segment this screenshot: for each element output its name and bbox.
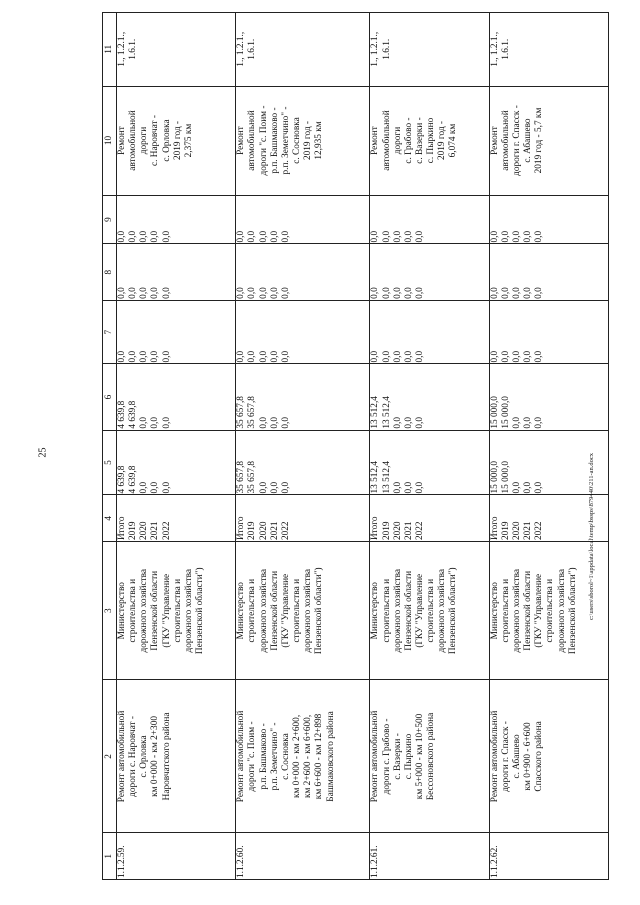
row-number: 1.1.2.61.	[370, 845, 381, 878]
result-line: с. Сосновка	[292, 117, 303, 164]
year-label: 2022	[534, 521, 545, 541]
funding-total-value: 0,0	[534, 481, 545, 494]
funding-total-value: 15 000,0	[489, 460, 500, 494]
table-cell-c5	[370, 430, 489, 495]
funding-local-value: 0,0	[236, 287, 247, 299]
table-row	[117, 13, 236, 880]
funding-total-value: 0,0	[523, 481, 534, 494]
funding-regional-value: 0,0	[403, 416, 414, 429]
funding-regional-value: 0,0	[414, 416, 425, 429]
table-cell-exec	[117, 542, 236, 680]
table-cell-name	[236, 680, 370, 833]
year-label: 2021	[403, 521, 414, 541]
table-cell-ref	[489, 13, 608, 87]
indicator-ref-line: 1.6.1.	[500, 38, 511, 60]
object-name-line: Спасского района	[534, 721, 545, 792]
object-name-line: Башмаковского района	[325, 711, 336, 802]
table-cell-c7	[117, 300, 236, 364]
funding-total-value: 0,0	[280, 481, 291, 494]
funding-local-value: 0,0	[381, 287, 392, 299]
table-cell-name	[370, 680, 489, 833]
funding-federal-value: 0,0	[150, 350, 161, 363]
funding-regional-value: 13 512,4	[370, 396, 381, 429]
year-label: 2022	[280, 521, 291, 541]
funding-regional-value: 35 657,8	[236, 396, 247, 429]
funding-total-value: 0,0	[150, 481, 161, 494]
year-label: 2022	[161, 521, 172, 541]
result-line: автомобильной	[128, 110, 139, 171]
result-line: с. Наровчат -	[150, 115, 161, 167]
object-name-line: км 0+000 - км 2+300	[150, 716, 161, 797]
table-cell-name	[117, 680, 236, 833]
object-name-line: км 0+900 - 6+600	[523, 722, 534, 791]
row-number: 1.1.2.59.	[117, 845, 127, 878]
table-cell-num	[117, 833, 236, 880]
table-cell-c9	[117, 195, 236, 244]
year-label: 2019	[247, 521, 258, 541]
funding-total-value: 0,0	[414, 481, 425, 494]
funding-federal-value: 0,0	[117, 350, 127, 363]
table-cell-num	[370, 833, 489, 880]
executor-line: (ГКУ "Управление	[161, 573, 172, 648]
executor-line: Министерство	[236, 582, 247, 640]
result-line: 2019 год -	[303, 121, 314, 161]
table-cell-c7	[236, 300, 370, 364]
funding-local-value: 0,0	[511, 287, 522, 299]
funding-regional-value: 13 512,4	[381, 396, 392, 429]
funding-regional-value: 0,0	[139, 416, 150, 429]
executor-line: дорожного хозяйства	[258, 568, 269, 653]
object-name-line: км 6+600 - км 12+898	[314, 713, 325, 800]
funding-federal-value: 0,0	[269, 350, 280, 363]
year-label: 2019	[381, 521, 392, 541]
object-name-line: Ремонт автомобильной	[117, 710, 127, 803]
table-cell-c5	[117, 430, 236, 495]
column-header: 3	[103, 542, 117, 680]
table-cell-years	[236, 495, 370, 542]
funding-other-value: 0,0	[258, 230, 269, 243]
funding-local-value: 0,0	[414, 287, 425, 299]
funding-other-value: 0,0	[269, 230, 280, 243]
result-line: дороги "с. Поим -	[258, 105, 269, 176]
column-header: 4	[103, 495, 117, 542]
funding-total-value: 35 657,8	[247, 460, 258, 494]
result-line: дороги	[392, 126, 403, 155]
executor-line: (ГКУ "Управление	[414, 573, 425, 648]
funding-regional-value: 35 657,8	[247, 396, 258, 429]
table-cell-c6	[236, 364, 370, 430]
column-header: 10	[103, 86, 117, 195]
object-name-line: с. Пыркино	[403, 733, 414, 780]
object-name-line: с. Вазерки -	[392, 733, 403, 780]
funding-federal-value: 0,0	[489, 350, 500, 363]
result-line: с. Абашево	[523, 118, 534, 163]
funding-federal-value: 0,0	[381, 350, 392, 363]
year-label: 2019	[500, 521, 511, 541]
funding-federal-value: 0,0	[139, 350, 150, 363]
funding-regional-value: 4 639,8	[117, 400, 127, 429]
funding-other-value: 0,0	[161, 230, 172, 243]
funding-local-value: 0,0	[247, 287, 258, 299]
table-cell-ref	[117, 13, 236, 87]
funding-regional-value: 4 639,8	[128, 400, 139, 429]
table-cell-result	[489, 86, 608, 195]
funding-federal-value: 0,0	[511, 350, 522, 363]
year-label: Итого	[236, 516, 247, 541]
funding-total-value: 4 639,8	[117, 465, 127, 494]
year-label: 2022	[414, 521, 425, 541]
funding-federal-value: 0,0	[128, 350, 139, 363]
indicator-ref-line: 1.6.1.	[128, 38, 139, 60]
executor-line: (ГКУ "Управление	[280, 573, 291, 648]
executor-line: Пензенской области")	[448, 567, 459, 655]
funding-federal-value: 0,0	[258, 350, 269, 363]
program-table	[102, 12, 609, 880]
funding-federal-value: 0,0	[161, 350, 172, 363]
table-body	[117, 13, 609, 880]
funding-total-value: 0,0	[139, 481, 150, 494]
funding-other-value: 0,0	[381, 230, 392, 243]
result-line: 2019 год -	[172, 121, 183, 161]
result-line: 6,074 км	[448, 123, 459, 158]
funding-other-value: 0,0	[511, 230, 522, 243]
column-header: 8	[103, 244, 117, 300]
result-line: Ремонт	[236, 126, 247, 155]
funding-federal-value: 0,0	[523, 350, 534, 363]
result-line: автомобильной	[381, 110, 392, 171]
executor-line: дорожного хозяйства	[392, 568, 403, 653]
funding-regional-value: 15 000,0	[500, 396, 511, 429]
funding-federal-value: 0,0	[403, 350, 414, 363]
funding-local-value: 0,0	[139, 287, 150, 299]
result-line: Ремонт	[117, 126, 127, 155]
funding-federal-value: 0,0	[370, 350, 381, 363]
funding-federal-value: 0,0	[414, 350, 425, 363]
indicator-ref-line: 1.6.1.	[247, 38, 258, 60]
executor-line: дорожного хозяйства	[556, 568, 567, 653]
funding-local-value: 0,0	[500, 287, 511, 299]
funding-local-value: 0,0	[534, 287, 545, 299]
funding-other-value: 0,0	[489, 230, 500, 243]
indicator-ref-line: 1.6.1.	[381, 38, 392, 60]
table-cell-c8	[370, 244, 489, 300]
funding-other-value: 0,0	[500, 230, 511, 243]
executor-line: строительства и	[545, 578, 556, 643]
year-label: Итого	[489, 516, 500, 541]
funding-total-value: 35 657,8	[236, 460, 247, 494]
object-name-line: дороги с. Грабово -	[381, 718, 392, 795]
object-name-line: Ремонт автомобильной	[370, 710, 381, 803]
funding-other-value: 0,0	[523, 230, 534, 243]
executor-line: Пензенской области	[403, 570, 414, 651]
year-label: 2021	[269, 521, 280, 541]
year-label: 2020	[139, 521, 150, 541]
row-number: 1.1.2.60.	[236, 845, 247, 878]
rotated-table-container	[102, 12, 609, 880]
funding-other-value: 0,0	[414, 230, 425, 243]
object-name-line: Ремонт автомобильной	[236, 710, 247, 803]
year-label: 2021	[150, 521, 161, 541]
table-cell-c7	[370, 300, 489, 364]
funding-regional-value: 0,0	[150, 416, 161, 429]
funding-total-value: 0,0	[161, 481, 172, 494]
object-name-line: Наровчатского района	[161, 712, 172, 801]
funding-other-value: 0,0	[534, 230, 545, 243]
column-header: 5	[103, 430, 117, 495]
table-cell-num	[236, 833, 370, 880]
executor-line: Министерство	[489, 582, 500, 640]
table-cell-c6	[370, 364, 489, 430]
result-line: р.п. Земетчино" -	[280, 106, 291, 175]
table-cell-c8	[117, 244, 236, 300]
year-label: 2019	[128, 521, 139, 541]
funding-local-value: 0,0	[258, 287, 269, 299]
object-name-line: км 2+600 - км 6+600,	[303, 714, 314, 799]
result-line: с. Пыркино	[426, 117, 437, 164]
executor-line: Пензенской области	[269, 570, 280, 651]
executor-line: строительства и	[292, 578, 303, 643]
object-name-line: р.п. Земетчино" -	[269, 722, 280, 791]
funding-total-value: 0,0	[511, 481, 522, 494]
funding-local-value: 0,0	[150, 287, 161, 299]
object-name-line: дороги "с. Поим -	[247, 721, 258, 792]
funding-regional-value: 0,0	[280, 416, 291, 429]
executor-line: дорожного хозяйства	[437, 568, 448, 653]
funding-regional-value: 0,0	[269, 416, 280, 429]
executor-line: дорожного хозяйства	[183, 568, 194, 653]
object-name-line: с. Орловка	[139, 735, 150, 778]
funding-other-value: 0,0	[403, 230, 414, 243]
object-name-line: с. Сосновка	[280, 733, 291, 780]
result-line: 2019 год - 5,7 км	[534, 107, 545, 174]
funding-federal-value: 0,0	[534, 350, 545, 363]
year-label: Итого	[370, 516, 381, 541]
funding-other-value: 0,0	[280, 230, 291, 243]
funding-local-value: 0,0	[392, 287, 403, 299]
funding-total-value: 4 639,8	[128, 465, 139, 494]
funding-total-value: 0,0	[403, 481, 414, 494]
funding-federal-value: 0,0	[236, 350, 247, 363]
result-line: Ремонт	[489, 126, 500, 155]
object-name-line: р.п. Башмаково -	[258, 723, 269, 790]
funding-local-value: 0,0	[117, 287, 127, 299]
table-cell-exec	[370, 542, 489, 680]
funding-total-value: 13 512,4	[381, 460, 392, 494]
table-cell-ref	[236, 13, 370, 87]
executor-line: Министерство	[370, 582, 381, 640]
result-line: дороги	[139, 126, 150, 155]
table-cell-result	[236, 86, 370, 195]
result-line: 12,935 км	[314, 121, 325, 160]
table-cell-name	[489, 680, 608, 833]
indicator-ref-line: 1., 1.2.1.,	[489, 31, 500, 67]
table-cell-c8	[236, 244, 370, 300]
table-cell-years	[117, 495, 236, 542]
executor-line: дорожного хозяйства	[511, 568, 522, 653]
result-line: с. Грабово -	[403, 117, 414, 164]
funding-local-value: 0,0	[523, 287, 534, 299]
executor-line: строительства и	[426, 578, 437, 643]
funding-other-value: 0,0	[139, 230, 150, 243]
column-header: 6	[103, 364, 117, 430]
result-line: 2,375 км	[183, 123, 194, 158]
funding-total-value: 13 512,4	[370, 460, 381, 494]
object-name-line: км 0+000 - км 2+600,	[292, 714, 303, 799]
table-row	[370, 13, 489, 880]
result-line: автомобильной	[500, 110, 511, 171]
executor-line: (ГКУ "Управление	[534, 573, 545, 648]
table-cell-years	[370, 495, 489, 542]
funding-regional-value: 0,0	[392, 416, 403, 429]
executor-line: строительства и	[381, 578, 392, 643]
table-cell-ref	[370, 13, 489, 87]
object-name-line: с. Абашево	[511, 734, 522, 779]
result-line: автомобильной	[247, 110, 258, 171]
indicator-ref-line: 1., 1.2.1.,	[117, 31, 127, 67]
executor-line: Пензенской области")	[195, 567, 206, 655]
executor-line: Пензенской области")	[314, 567, 325, 655]
funding-other-value: 0,0	[247, 230, 258, 243]
executor-line: дорожного хозяйства	[139, 568, 150, 653]
table-cell-result	[117, 86, 236, 195]
result-line: р.п. Башмаково -	[269, 107, 280, 174]
column-header: 7	[103, 300, 117, 364]
funding-regional-value: 0,0	[523, 416, 534, 429]
column-number-row	[103, 13, 117, 880]
executor-line: строительства и	[128, 578, 139, 643]
funding-total-value: 0,0	[258, 481, 269, 494]
funding-other-value: 0,0	[117, 230, 127, 243]
object-name-line: Ремонт автомобильной	[489, 710, 500, 803]
table-row	[236, 13, 370, 880]
executor-line: Пензенской области")	[567, 567, 578, 655]
funding-local-value: 0,0	[489, 287, 500, 299]
executor-line: строительства и	[172, 578, 183, 643]
funding-other-value: 0,0	[370, 230, 381, 243]
executor-line: строительства и	[500, 578, 511, 643]
executor-line: дорожного хозяйства	[303, 568, 314, 653]
executor-line: Министерство	[117, 582, 127, 640]
year-label: 2021	[523, 521, 534, 541]
funding-local-value: 0,0	[370, 287, 381, 299]
table-cell-result	[370, 86, 489, 195]
funding-local-value: 0,0	[403, 287, 414, 299]
table-cell-c9	[489, 195, 608, 244]
funding-other-value: 0,0	[392, 230, 403, 243]
funding-total-value: 0,0	[392, 481, 403, 494]
funding-total-value: 15 000,0	[500, 460, 511, 494]
funding-regional-value: 0,0	[258, 416, 269, 429]
table-cell-c5	[236, 430, 370, 495]
funding-local-value: 0,0	[128, 287, 139, 299]
result-line: дороги г. Спасск -	[511, 105, 522, 176]
result-line: с. Вазерки -	[414, 117, 425, 164]
page-number: 25	[37, 447, 49, 458]
column-header: 11	[103, 13, 117, 87]
table-cell-num	[489, 833, 608, 880]
funding-total-value: 0,0	[269, 481, 280, 494]
funding-regional-value: 0,0	[511, 416, 522, 429]
funding-other-value: 0,0	[128, 230, 139, 243]
footer-file-path: c:\users\sborol~1\appdata\local\temp\bssps\879440\211-an.docx	[588, 452, 595, 620]
result-line: с. Орловка	[161, 119, 172, 162]
funding-federal-value: 0,0	[500, 350, 511, 363]
funding-local-value: 0,0	[280, 287, 291, 299]
executor-line: строительства и	[247, 578, 258, 643]
funding-local-value: 0,0	[161, 287, 172, 299]
executor-line: Пензенской области	[523, 570, 534, 651]
funding-federal-value: 0,0	[392, 350, 403, 363]
indicator-ref-line: 1., 1.2.1.,	[236, 31, 247, 67]
funding-other-value: 0,0	[150, 230, 161, 243]
year-label: 2020	[258, 521, 269, 541]
indicator-ref-line: 1., 1.2.1.,	[370, 31, 381, 67]
funding-federal-value: 0,0	[280, 350, 291, 363]
column-header: 1	[103, 833, 117, 880]
funding-federal-value: 0,0	[247, 350, 258, 363]
funding-other-value: 0,0	[236, 230, 247, 243]
funding-regional-value: 15 000,0	[489, 396, 500, 429]
year-label: 2020	[392, 521, 403, 541]
table-cell-c9	[370, 195, 489, 244]
result-line: Ремонт	[370, 126, 381, 155]
funding-regional-value: 0,0	[161, 416, 172, 429]
executor-line: Пензенской области	[150, 570, 161, 651]
result-line: 2019 год -	[437, 121, 448, 161]
object-name-line: дороги с. Наровчат -	[128, 716, 139, 797]
object-name-line: дороги г. Спасск -	[500, 721, 511, 792]
object-name-line: Бессоновского района	[426, 712, 437, 801]
object-name-line: км 5+000 - км 10+500	[414, 713, 425, 800]
column-header: 9	[103, 195, 117, 244]
funding-regional-value: 0,0	[534, 416, 545, 429]
funding-local-value: 0,0	[269, 287, 280, 299]
table-cell-c9	[236, 195, 370, 244]
year-label: Итого	[117, 516, 127, 541]
table-cell-c6	[117, 364, 236, 430]
row-number: 1.1.2.62.	[489, 845, 500, 878]
year-label: 2020	[511, 521, 522, 541]
table-cell-exec	[236, 542, 370, 680]
column-header: 2	[103, 680, 117, 833]
